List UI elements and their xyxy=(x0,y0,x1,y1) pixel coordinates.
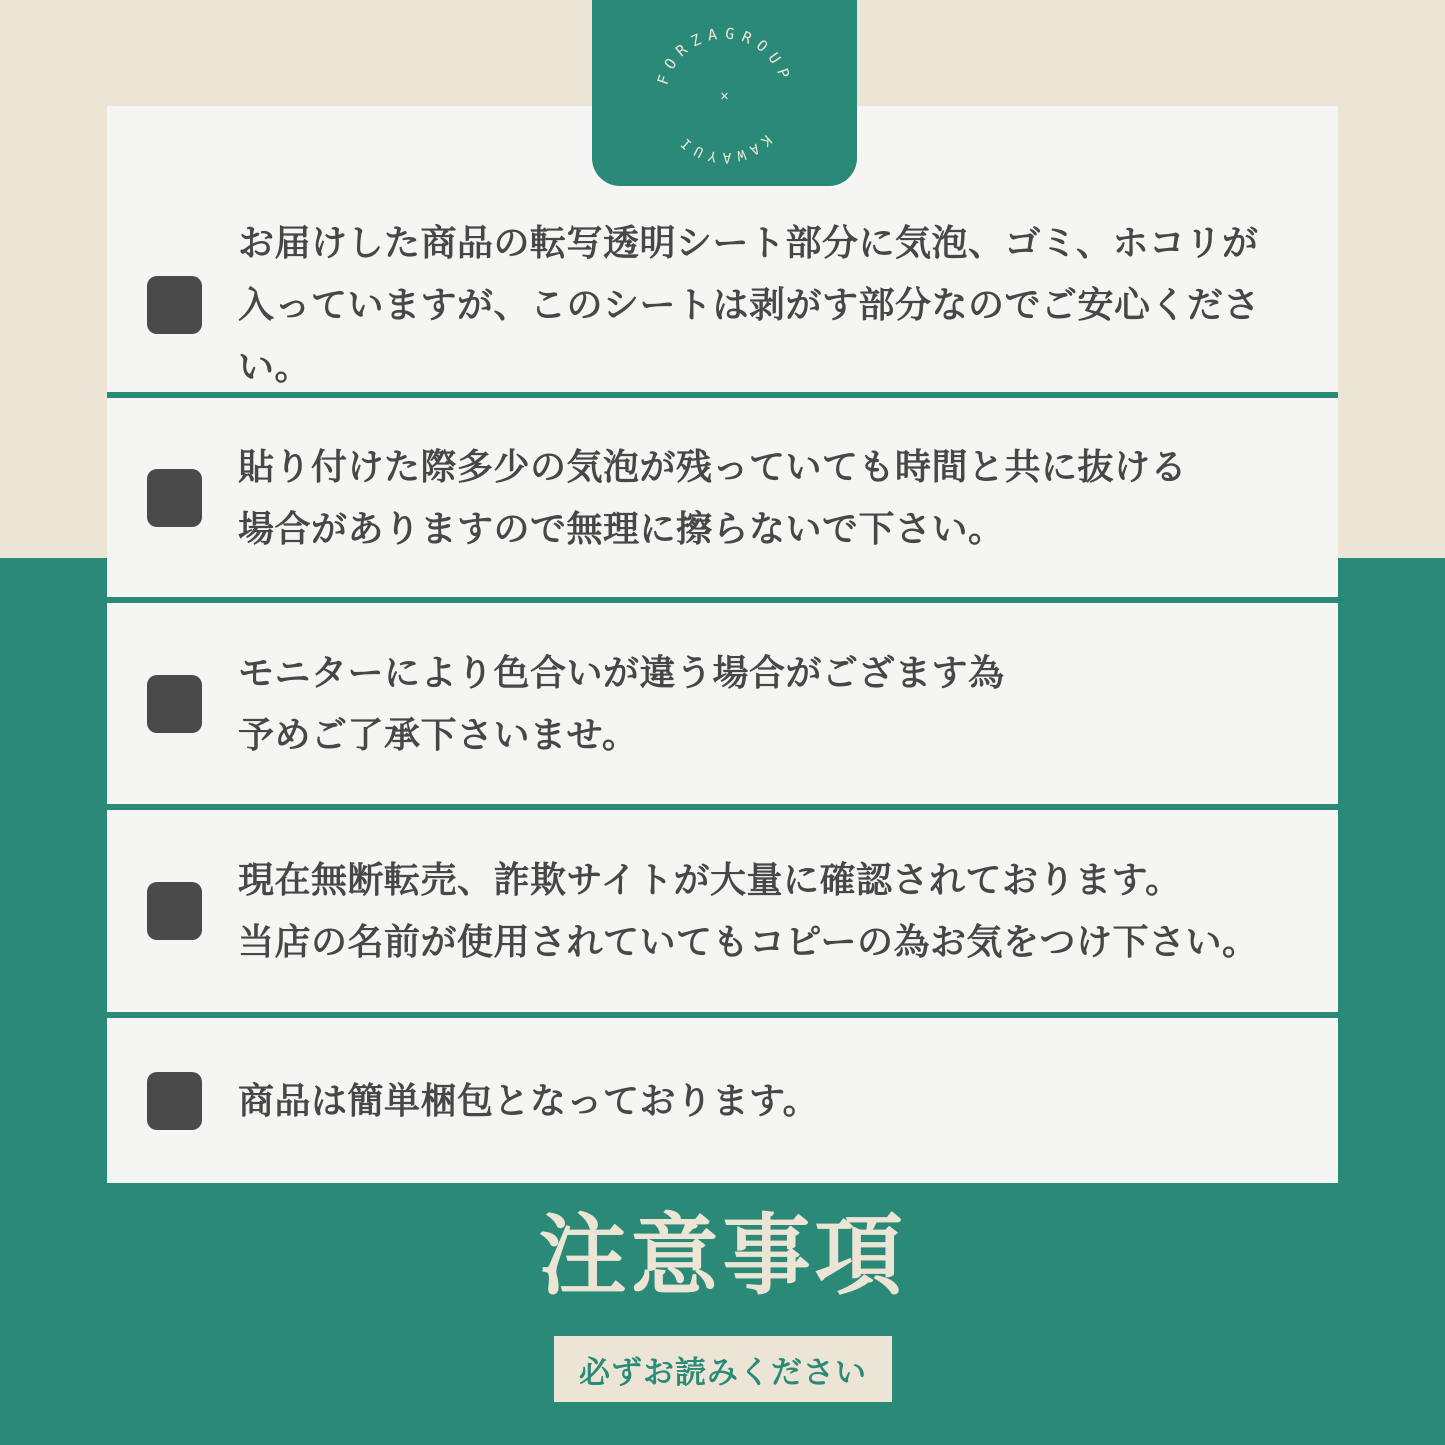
notice-card xyxy=(107,1018,1338,1183)
brand-badge xyxy=(592,0,857,186)
notice-line: 当店の名前が使用されていてもコピーの為お気をつけ下さい。 xyxy=(238,921,1259,962)
notice-line: 入っていますが、このシートは剥がす部分なのでご安心ください。 xyxy=(238,284,1261,387)
notice-line: 商品は簡単梱包となっております。 xyxy=(238,1079,820,1121)
brand-name-arc-bottom: KAWAYUI xyxy=(674,131,775,165)
footer-title: 注意事項 xyxy=(538,1206,907,1305)
notice-text xyxy=(238,1070,819,1132)
brand-name-arc-top: FORZAGROUP xyxy=(653,24,796,88)
checkbox-icon xyxy=(147,469,202,527)
notice-card xyxy=(107,398,1338,597)
notice-line: 貼り付けた際多少の気泡が残っていても時間と共に抜ける xyxy=(238,445,1188,487)
brand-logo-circle xyxy=(592,0,857,186)
footer-note-box xyxy=(554,1336,892,1402)
notice-line: 予めご了承下さいませ。 xyxy=(238,713,639,755)
footer-note-text: 必ずお読みください xyxy=(579,1354,867,1390)
notice-text xyxy=(238,212,1308,398)
notice-line: お届けした商品の転写透明シート部分に気泡、ゴミ、ホコリが xyxy=(238,222,1259,263)
notice-text xyxy=(238,849,1259,973)
notice-card xyxy=(107,603,1338,804)
notice-card-stack xyxy=(107,106,1338,1183)
notice-text xyxy=(238,642,1005,766)
checkbox-icon xyxy=(147,675,202,733)
checkbox-icon xyxy=(147,1072,202,1130)
checkbox-icon xyxy=(147,276,202,334)
notice-line: モニターにより色合いが違う場合がござます為 xyxy=(238,651,1005,693)
notice-card xyxy=(107,810,1338,1012)
cross-icon: ✕ xyxy=(720,88,729,104)
notice-line: 現在無断転売、詐欺サイトが大量に確認されております。 xyxy=(238,859,1182,900)
notice-line: 場合がありますので無理に擦らないで下さい。 xyxy=(238,507,1005,549)
checkbox-icon xyxy=(147,882,202,940)
notice-text xyxy=(238,436,1187,560)
